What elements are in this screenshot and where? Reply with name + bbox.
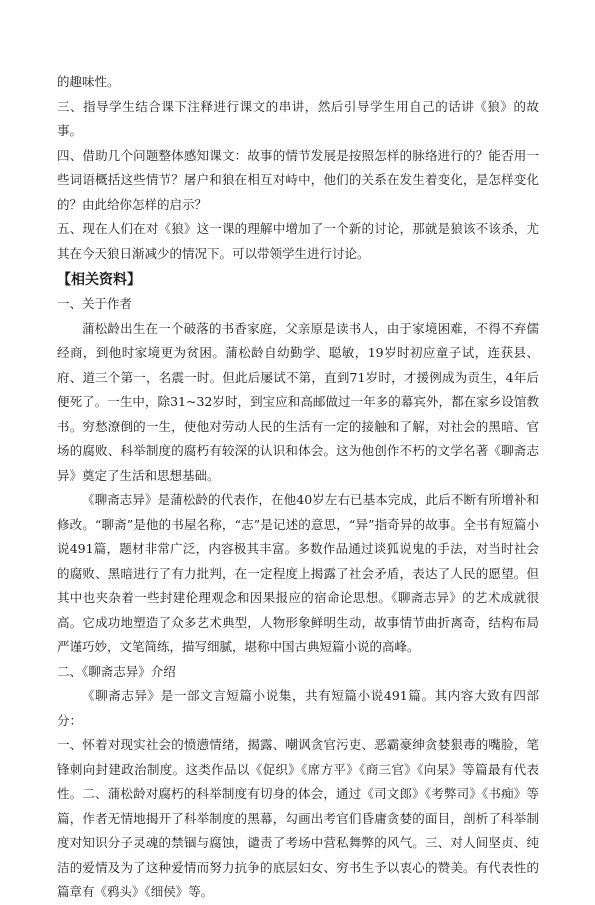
document-page [57, 70, 539, 905]
intro-paragraph-1: 《聊斋志异》是一部文言短篇小说集，共有短篇小说491篇。其内容大致有四部分： [57, 688, 539, 728]
about-author-heading: 一、关于作者 [57, 296, 133, 311]
intro-paragraph-2: 一、怀着对现实社会的愤懑情绪，揭露、嘲讽贪官污吏、恶霸豪绅贪婪狠毒的嘴脸，笔锋刺向封建政治制度。这类作品以《促织》《席方平》《商三官》《向杲》等篇最有代表性。二、蒲松龄对腐朽的科举制度有切身的体会，通过《司文郎》《考弊司》《书痴》等篇，作者无情地揭开了科举制度的黑幕，勾画出考官们昏庸贪婪的面目，剖析了科举制度对知识分子灵魂的禁锢与腐蚀，谴责了考场中营私舞弊的风气。三、对人间坚贞、纯洁的爱情及为了这种爱情而努力抗争的底层妇女、穷书生予以衷心的赞美。有代表性的篇章有《鸦头》《细侯》等。 [57, 737, 539, 899]
paragraph-step-five: 五、现在人们在对《狼》这一课的理解中增加了一个新的讨论，那就是狼该不该杀，尤其在今天狼日渐减少的情况下。可以带领学生进行讨论。 [57, 221, 539, 261]
about-author-paragraph-1: 蒲松龄出生在一个破落的书香家庭，父亲原是读书人，由于家境困难，不得不弃儒经商，到他时家境更为贫困。蒲松龄自幼勤学、聪敏，19岁时初应童子试，连获县、府、道三个第一，名震一时。但此后屡试不第，直到71岁时，才援例成为贡生，4年后便死了。一生中，除31~32岁时，到宝应和高邮做过一年多的幕宾外，都在家乡设馆教书。穷愁潦倒的一生，使他对劳动人民的生活有一定的接触和了解，对社会的黑暗、官场的腐败、科举制度的腐朽有较深的认识和体会。这为他创作不朽的文学名著《聊斋志异》奠定了生活和思想基础。 [57, 320, 539, 483]
about-author-paragraph-2: 《聊斋志异》是蒲松龄的代表作，在他40岁左右已基本完成，此后不断有所增补和修改。“聊斋”是他的书屋名称，“志”是记述的意思，“异”指奇异的故事。全书有短篇小说491篇，题材非常广泛，内容极其丰富。多数作品通过谈狐说鬼的手法，对当时社会的腐败、黑暗进行了有力批判，在一定程度上揭露了社会矛盾，表达了人民的愿望。但其中也夹杂着一些封建伦理观念和因果报应的宿命论思想。《聊斋志异》的艺术成就很高。它成功地塑造了众多艺术典型，人物形象鲜明生动，故事情节曲折离奇，结构布局严谨巧妙，文笔简练，描写细腻，堪称中国古典短篇小说的高峰。 [57, 492, 539, 654]
paragraph-step-four: 四、借助几个问题整体感知课文：故事的情节发展是按照怎样的脉络进行的？能否用一些词语概括这些情节？屠户和狼在相互对峙中，他们的关系在发生着变化，是怎样变化的？由此给你怎样的启示？ [57, 147, 539, 212]
intro-heading: 二、《聊斋志异》介绍 [57, 663, 176, 679]
paragraph-continuation: 的趣味性。 [57, 74, 120, 89]
paragraph-step-three: 三、指导学生结合课下注释进行课文的串讲，然后引导学生用自己的话讲《狼》的故事。 [57, 98, 539, 138]
section-title: 【相关资料】 [57, 272, 141, 288]
